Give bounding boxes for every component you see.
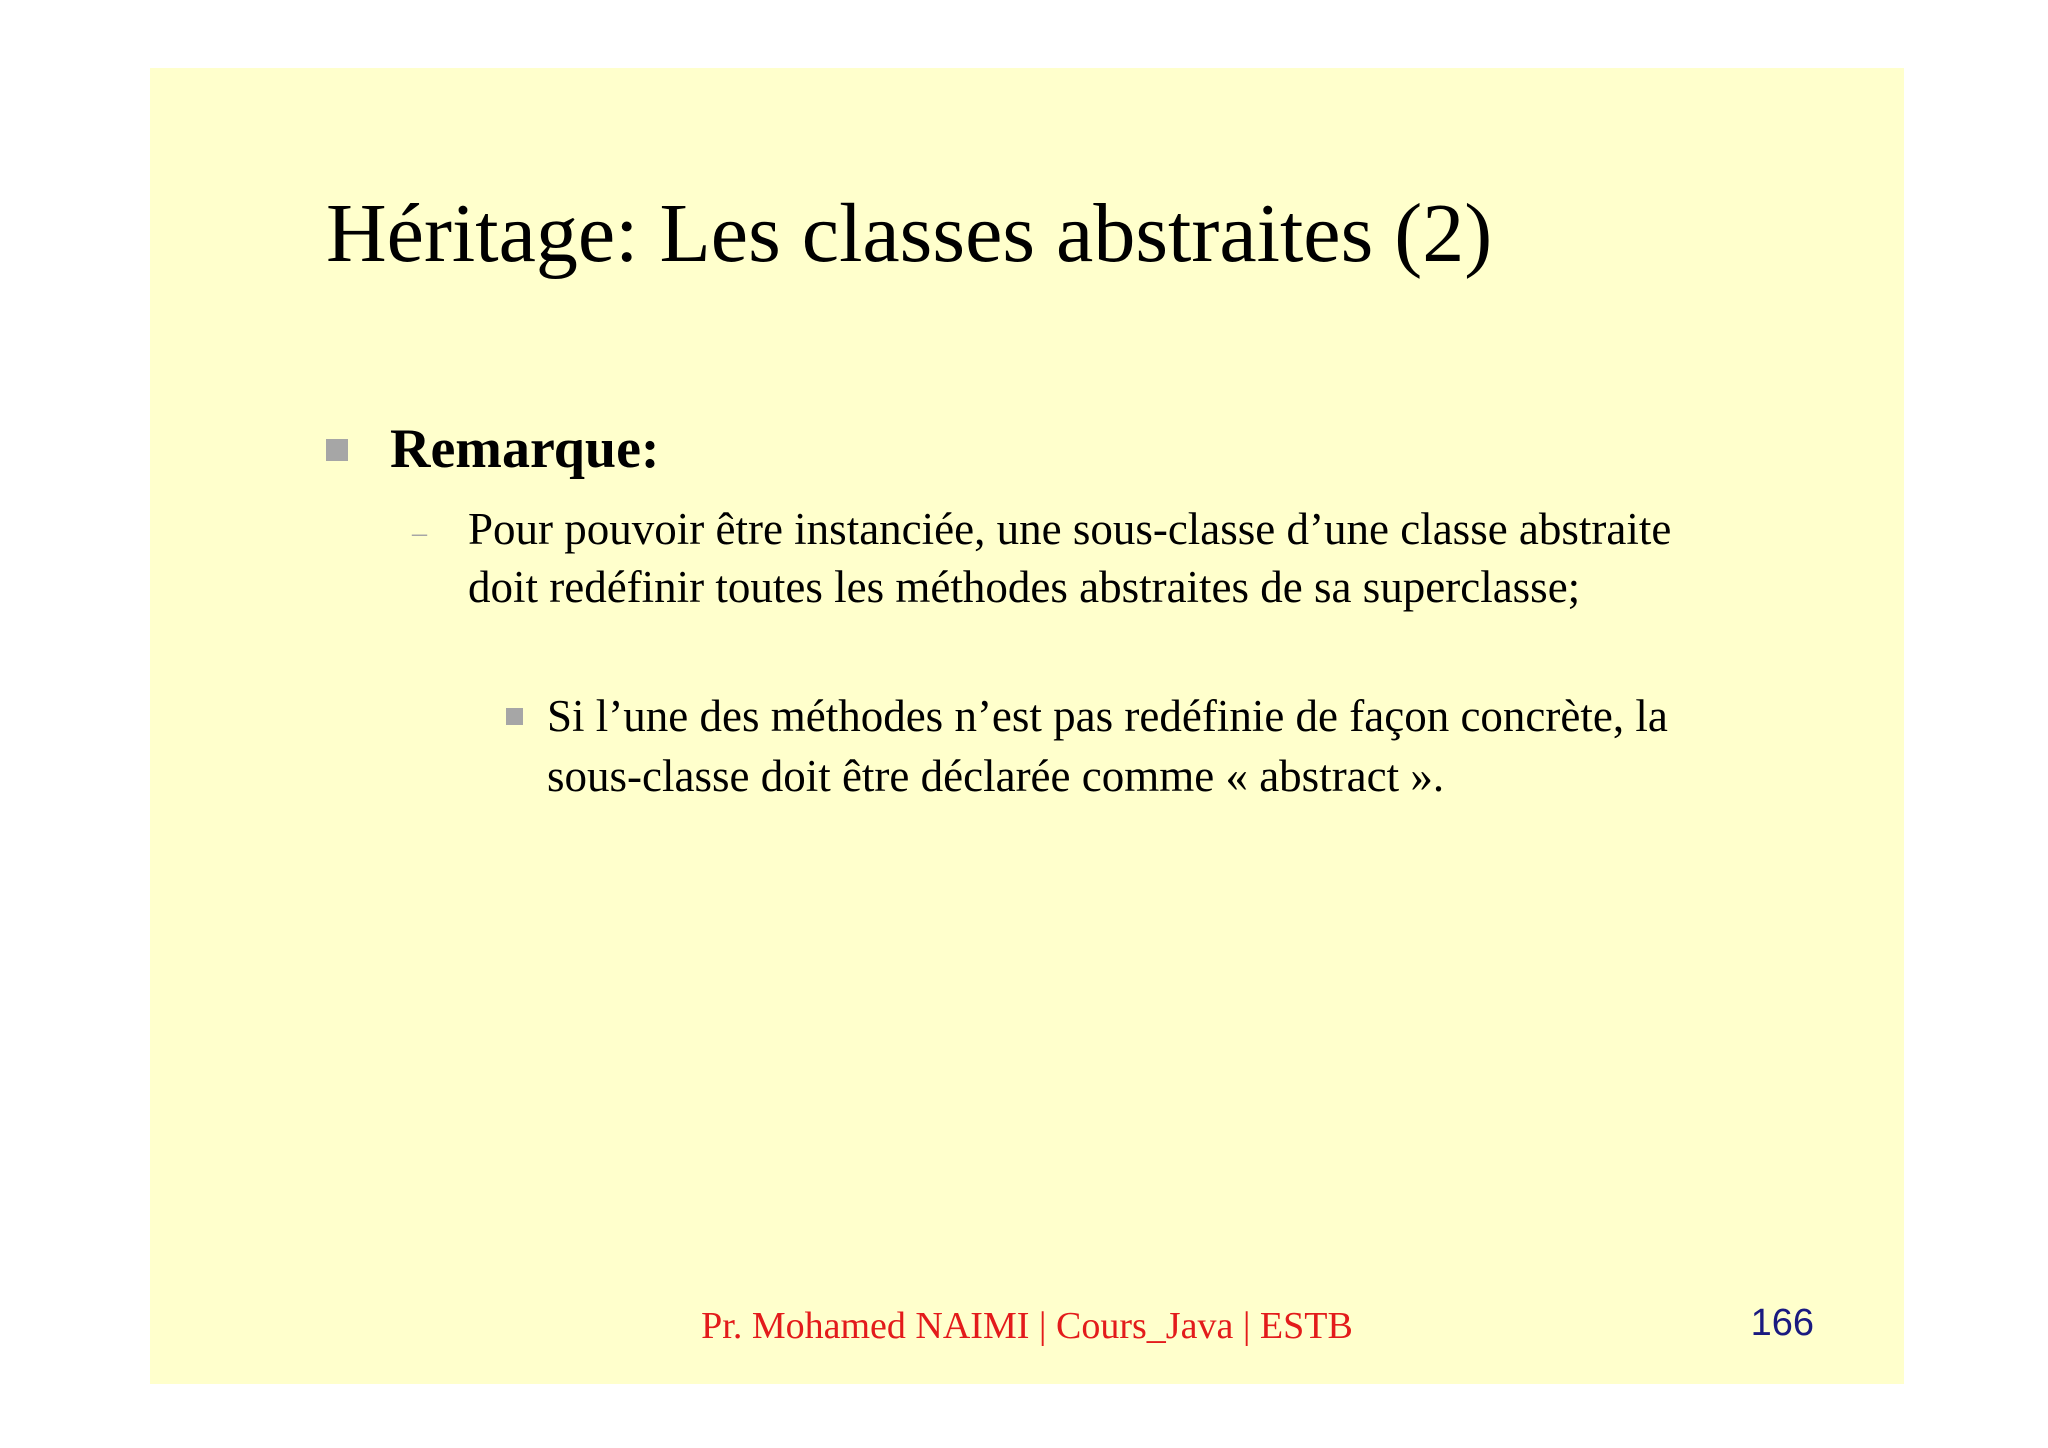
sub-sub-bullet-abstract <box>506 686 1756 806</box>
slide-title: Héritage: Les classes abstraites (2) <box>326 187 1493 280</box>
bullet-remarque <box>326 416 660 483</box>
square-bullet-icon <box>326 439 348 461</box>
sub-sub-bullet-text: Si l’une des méthodes n’est pas redéfinie de façon concrète, la sous-classe doit être déclarée comme « abstract ». <box>547 691 1668 801</box>
slide-footer: Pr. Mohamed NAIMI | Cours_Java | ESTB <box>701 1305 1353 1347</box>
bullet-remarque-label: Remarque: <box>390 418 660 480</box>
page-number: 166 <box>1750 1302 1814 1344</box>
sub-bullet-instanciation <box>412 500 1732 616</box>
square-bullet-icon <box>506 708 523 725</box>
dash-bullet-icon: – <box>412 516 427 549</box>
sub-bullet-text: Pour pouvoir être instanciée, une sous-classe d’une classe abstraite doit redéfinir toutes les méthodes abstraites de sa superclasse; <box>468 504 1672 612</box>
slide <box>150 68 1904 1384</box>
